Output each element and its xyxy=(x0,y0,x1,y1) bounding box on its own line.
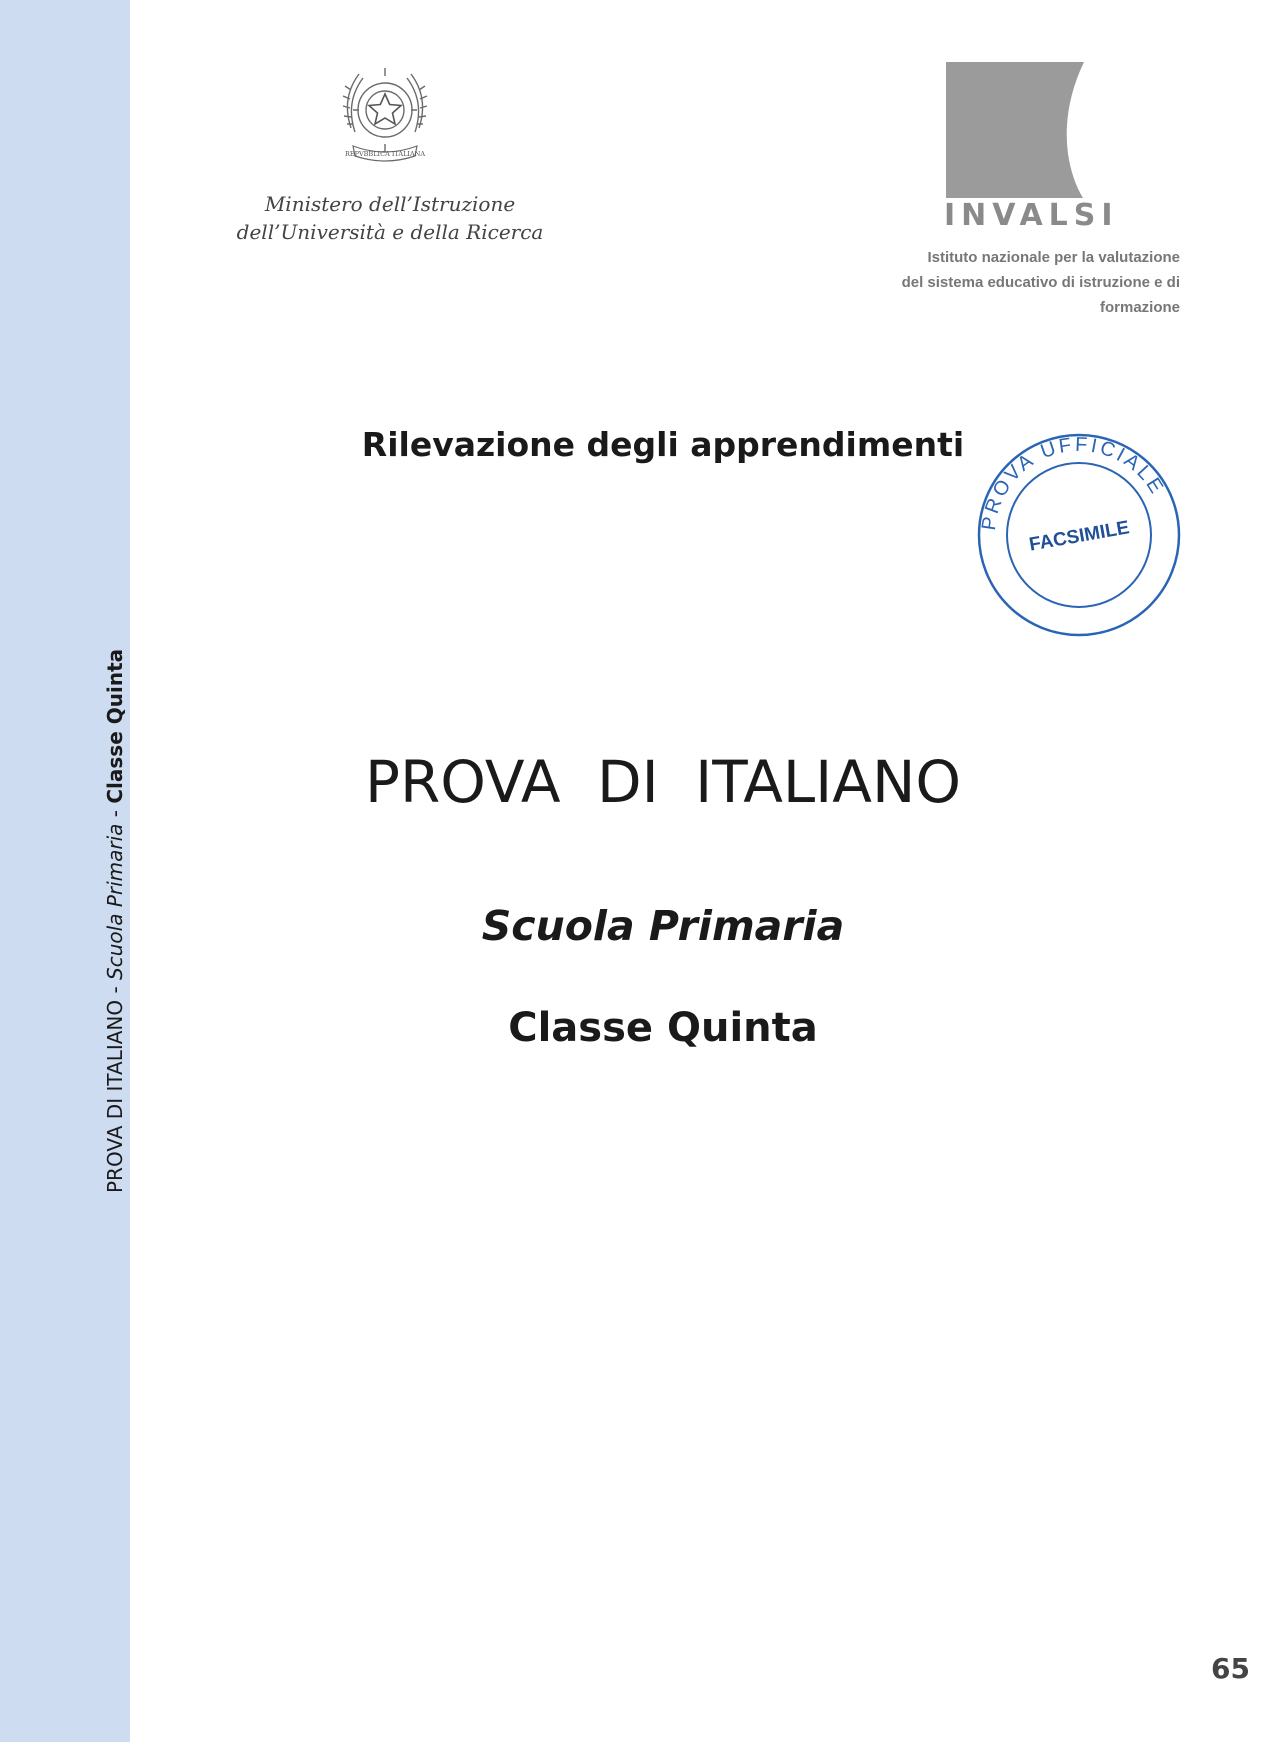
invalsi-subtitle-line-1: Istituto nazionale per la valutazione xyxy=(927,249,1180,266)
invalsi-subtitle xyxy=(820,245,1180,320)
page-title: PROVA DI ITALIANO xyxy=(364,748,962,816)
emblem-ribbon-text: REPVBBLICA ITALIANA xyxy=(344,150,426,158)
invalsi-name: INVALSI xyxy=(944,198,1119,233)
page-number: 65 xyxy=(1211,1652,1250,1685)
sidebar-label-school: Scuola Primaria xyxy=(103,823,127,980)
ministry-line-2: dell’Università e della Ricerca xyxy=(236,220,544,244)
sidebar-label-title: PROVA DI ITALIANO - xyxy=(103,979,127,1193)
svg-text:PROVA UFFICIALE xyxy=(976,432,1170,536)
ministry-line-1: Ministero dell’Istruzione xyxy=(264,192,516,216)
ministry-name xyxy=(210,190,570,246)
italian-republic-emblem-icon xyxy=(331,58,439,166)
survey-heading: Rilevazione degli apprendimenti xyxy=(361,425,965,464)
sidebar-label-separator: - xyxy=(103,803,127,824)
invalsi-subtitle-line-2: del sistema educativo di istruzione e di formazione xyxy=(901,274,1180,316)
official-facsimile-stamp xyxy=(976,432,1182,638)
stamp-arc-text: PROVA UFFICIALE xyxy=(977,433,1169,532)
school-level: Scuola Primaria xyxy=(481,902,845,950)
stamp-center-text: FACSIMILE xyxy=(1027,517,1131,556)
sidebar-label-grade: Classe Quinta xyxy=(103,648,127,804)
grade-level: Classe Quinta xyxy=(508,1005,818,1051)
invalsi-logo-icon xyxy=(944,62,1086,198)
sidebar-vertical-label xyxy=(103,649,127,1193)
